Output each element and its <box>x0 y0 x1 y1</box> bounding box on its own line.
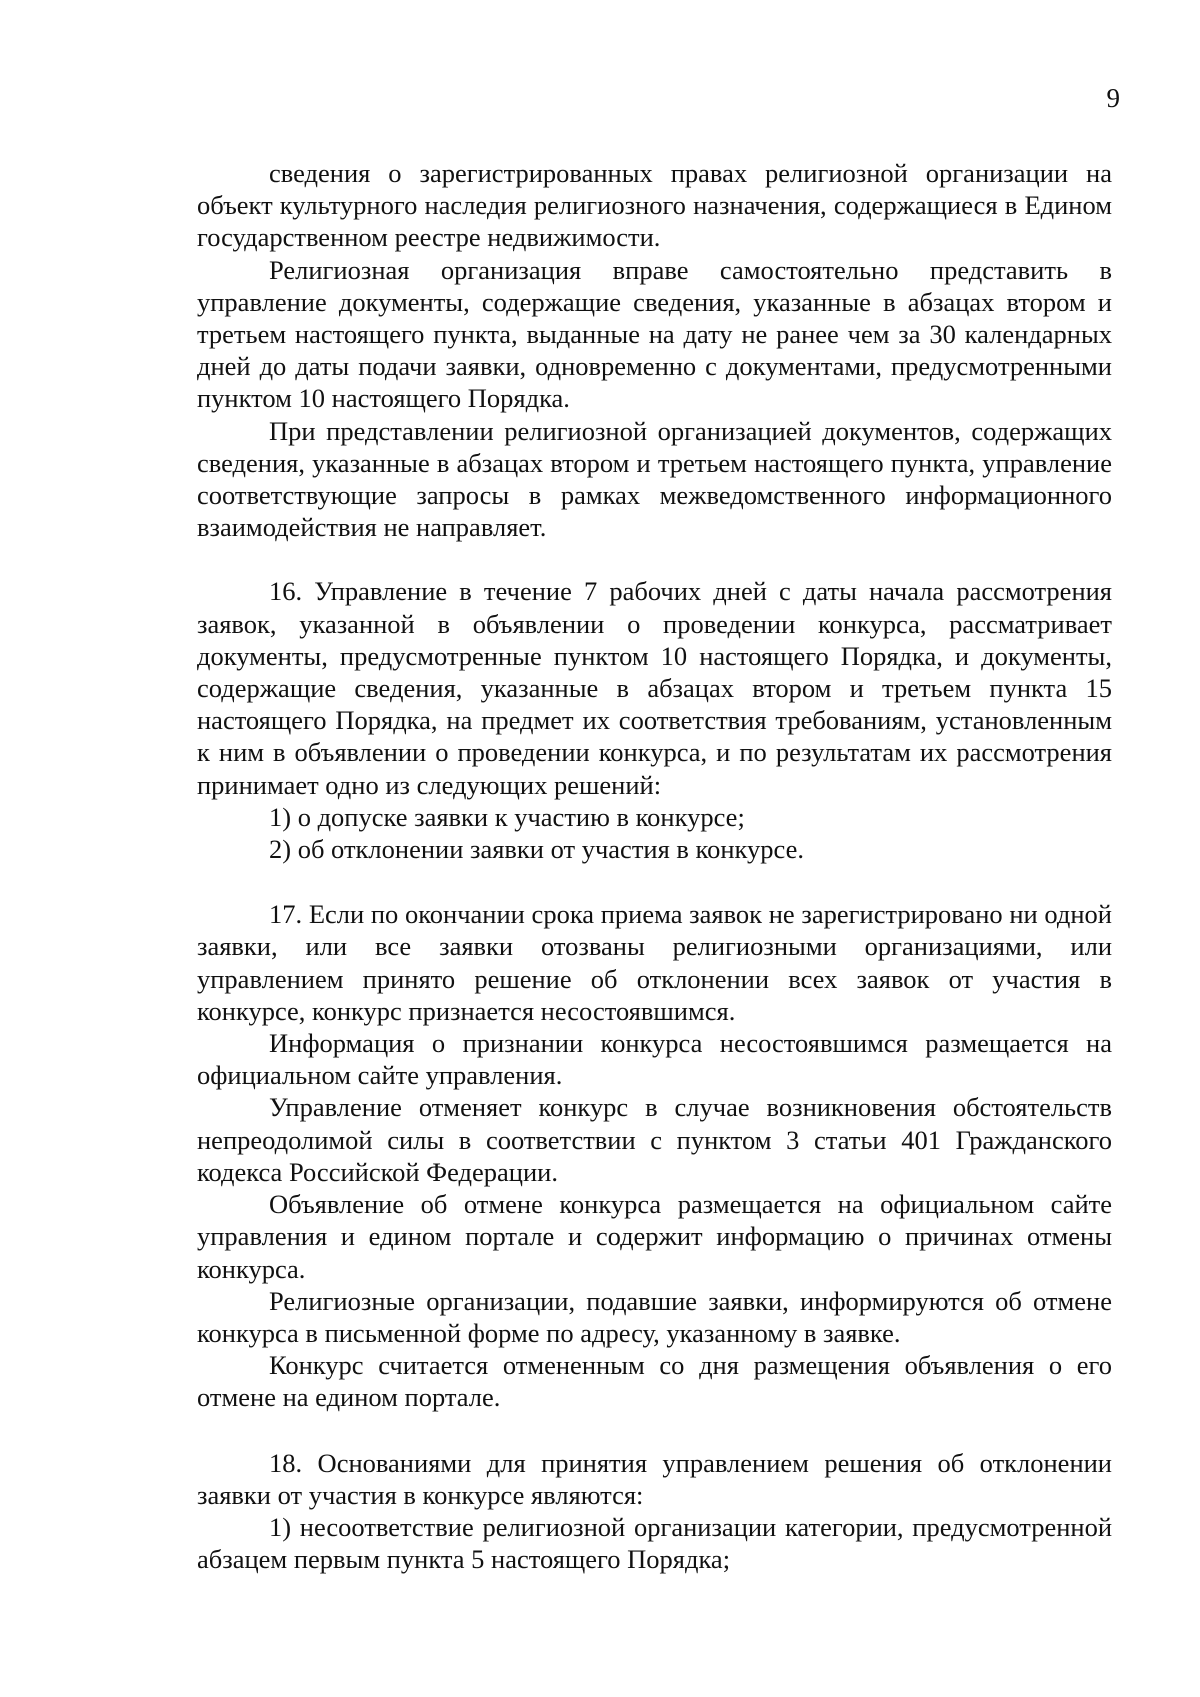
paragraph-registered-rights: сведения о зарегистрированных правах религиозной организации на объект культурного наследия религиозного назначения, содержащиеся в Едином государственном реестре недвижимости. <box>197 158 1112 253</box>
paragraph-spacer <box>197 543 1112 575</box>
clause-16-item-2: 2) об отклонении заявки от участия в конкурсе. <box>269 834 804 865</box>
paragraph-spacer <box>197 865 1112 898</box>
paragraph-contest-cancellation: Управление отменяет конкурс в случае возникновения обстоятельств непреодолимой силы в соответствии с пунктом 3 статьи 401 Гражданского кодекса Российской Федерации. <box>197 1092 1112 1187</box>
page-number: 9 <box>1106 83 1120 113</box>
paragraph-spacer <box>197 1414 1112 1447</box>
clause-18: 18. Основаниями для принятия управлением решения об отклонении заявки от участия в конкурсе являются: <box>197 1447 1112 1510</box>
clause-16-item-1: 1) о допуске заявки к участию в конкурсе; <box>269 801 745 832</box>
paragraph-cancellation-effective: Конкурс считается отмененным со дня размещения объявления о его отмене на едином портале. <box>197 1350 1112 1413</box>
clause-17: 17. Если по окончании срока приема заявок не зарегистрировано ни одной заявки, или все заявки отозваны религиозными организациями, или управлением принято решение об отклонении всех заявок от участия в конкурсе, конкурс признается несостоявшимся. <box>197 899 1112 1026</box>
paragraph-failed-contest-info: Информация о признании конкурса несостоявшимся размещается на официальном сайте управления. <box>197 1028 1112 1091</box>
paragraph-no-interagency-requests: При представлении религиозной организацией документов, содержащих сведения, указанные в абзацах втором и третьем настоящего пункта, управление соответствующие запросы в рамках межведомственного информационного взаимодействия не направляет. <box>197 415 1112 543</box>
clause-18-item-1: 1) несоответствие религиозной организации категории, предусмотренной абзацем первым пункта 5 настоящего Порядка; <box>197 1511 1112 1575</box>
paragraph-applicants-notification: Религиозные организации, подавшие заявки, информируются об отмене конкурса в письменной форме по адресу, указанному в заявке. <box>197 1285 1112 1348</box>
paragraph-self-submission: Религиозная организация вправе самостоятельно представить в управление документы, содержащие сведения, указанные в абзацах втором и третьем настоящего пункта, выданные на дату не ранее чем за 30 календарных дней до даты подачи заявки, одновременно с документами, предусмотренными пунктом 10 настоящего Порядка. <box>197 254 1112 414</box>
paragraph-cancellation-announcement: Объявление об отмене конкурса размещается на официальном сайте управления и едином портале и содержит информацию о причинах отмены конкурса. <box>197 1189 1112 1284</box>
document-body <box>197 157 1112 1575</box>
clause-16: 16. Управление в течение 7 рабочих дней с даты начала рассмотрения заявок, указанной в объявлении о проведении конкурса, рассматривает документы, предусмотренные пунктом 10 настоящего Порядка, и документы, содержащие сведения, указанные в абзацах втором и третьем пункта 15 настоящего Порядка, на предмет их соответствия требованиям, установленным к ним в объявлении о проведении конкурса, и по результатам их рассмотрения принимает одно из следующих решений: <box>197 576 1112 800</box>
